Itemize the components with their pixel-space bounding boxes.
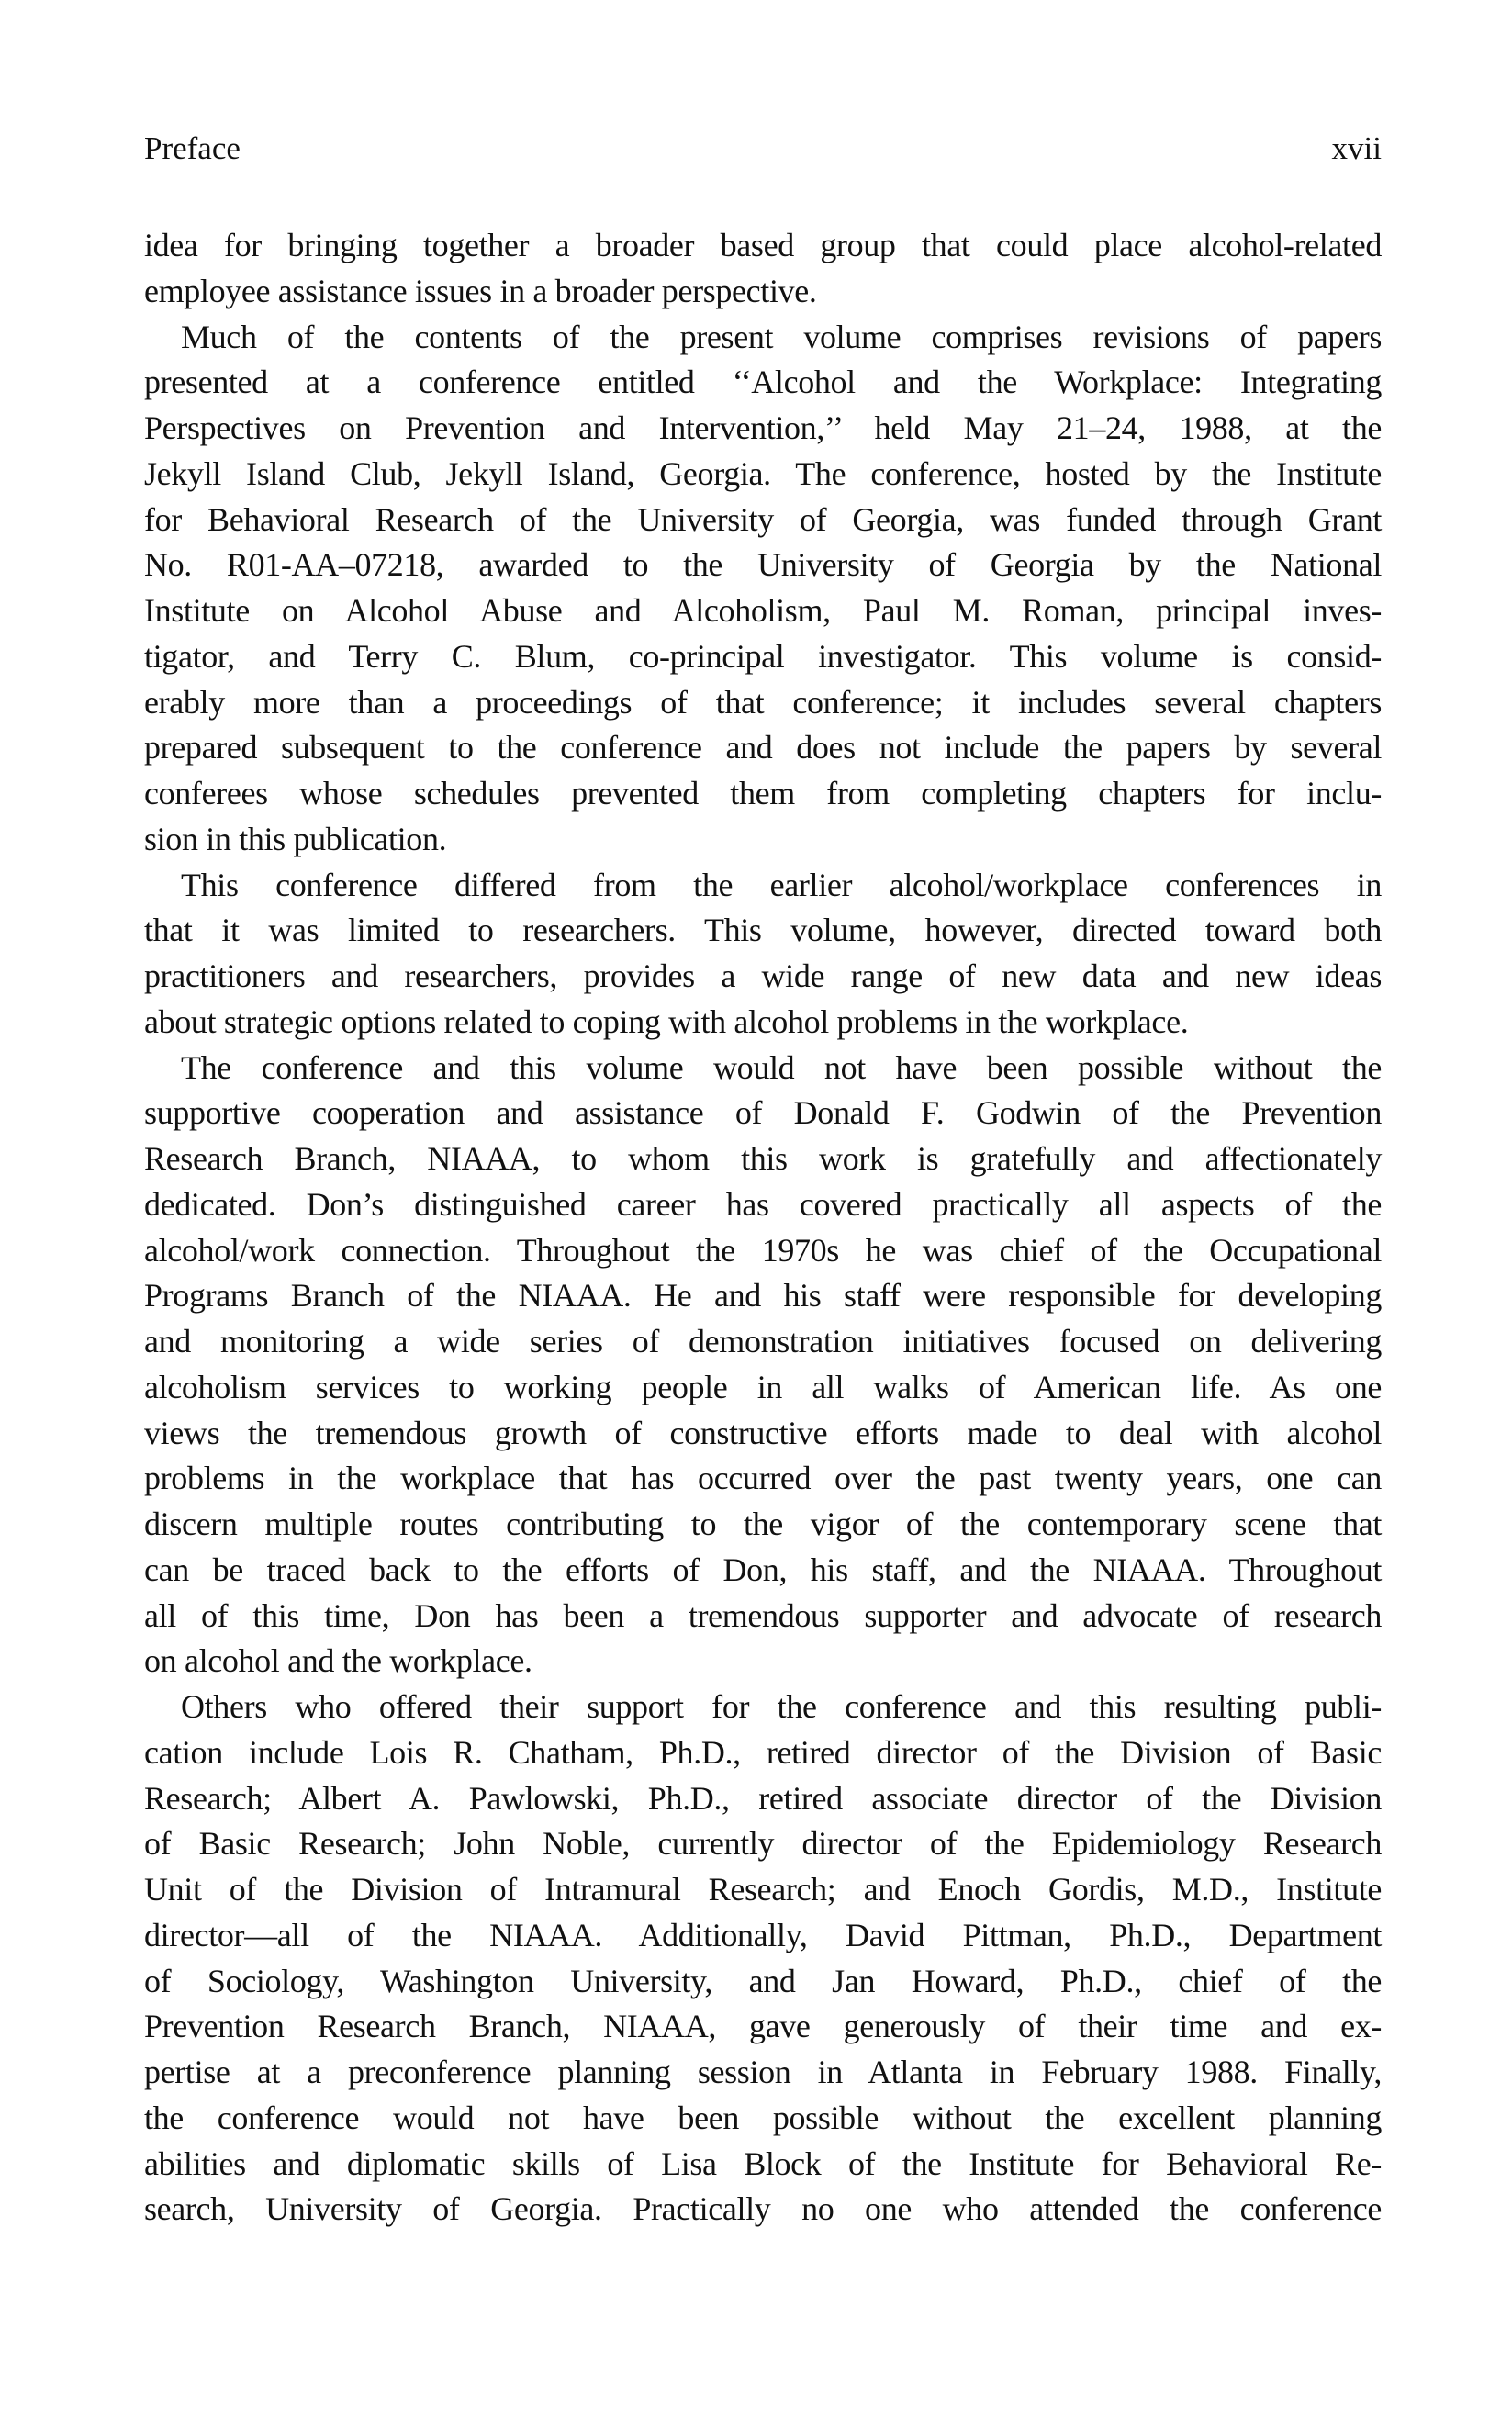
text-line: idea for bringing together a broader based group that could place alcohol-related <box>144 227 1382 263</box>
text-line: Much of the contents of the present volume comprises revisions of papers <box>181 318 1382 355</box>
text-line: No. R01-AA–07218, awarded to the University of Georgia by the National <box>144 546 1382 584</box>
running-header <box>144 130 1382 173</box>
paragraph <box>144 863 1382 1046</box>
text-line: This conference differed from the earlier alcohol/workplace conferences in <box>181 866 1382 903</box>
text-line: views the tremendous growth of constructive efforts made to deal with alcohol <box>144 1414 1382 1451</box>
text-line: discern multiple routes contributing to the vigor of the contemporary scene that <box>144 1506 1382 1542</box>
text-line: prepared subsequent to the conference and does not include the papers by several <box>144 729 1382 767</box>
text-line: employee assistance issues in a broader perspective. <box>144 272 817 309</box>
text-line: that it was limited to researchers. This volume, however, directed toward both <box>144 912 1382 949</box>
text-line: Research; Albert A. Pawlowski, Ph.D., retired associate director of the Division <box>144 1779 1382 1817</box>
text-line: Jekyll Island Club, Jekyll Island, Georgia. The conference, hosted by the Institute <box>144 454 1382 492</box>
text-line: all of this time, Don has been a tremendous supporter and advocate of research <box>144 1596 1382 1634</box>
text-line: practitioners and researchers, provides a wide range of new data and new ideas <box>144 957 1382 994</box>
text-line: presented at a conference entitled ‘‘Alcohol and the Workplace: Integrating <box>144 364 1382 401</box>
text-line: supportive cooperation and assistance of Donald F. Godwin of the Prevention <box>144 1094 1382 1132</box>
paragraph <box>144 223 1382 315</box>
text-line: pertise at a preconference planning session in Atlanta in February 1988. Finally, <box>144 2054 1382 2090</box>
text-line: tigator, and Terry C. Blum, co-principal investigator. This volume is consid- <box>144 637 1382 675</box>
text-line: Research Branch, NIAAA, to whom this work is gratefully and affectionately <box>144 1140 1382 1177</box>
text-line: for Behavioral Research of the University of Georgia, was funded through Grant <box>144 500 1382 538</box>
body-text <box>144 223 1382 2233</box>
paragraph <box>144 1046 1382 1685</box>
text-line: alcoholism services to working people in all walks of American life. As one <box>144 1368 1382 1405</box>
text-line: the conference would not have been possible without the excellent planning <box>144 2099 1382 2136</box>
section-title: Preface <box>144 130 241 166</box>
text-line: cation include Lois R. Chatham, Ph.D., retired director of the Division of Basic <box>144 1733 1382 1771</box>
paragraph <box>144 315 1382 863</box>
text-line: The conference and this volume would not have been possible without the <box>181 1048 1382 1086</box>
text-line: director—all of the NIAAA. Additionally, David Pittman, Ph.D., Department <box>144 1916 1382 1953</box>
text-line: of Basic Research; John Noble, currently director of the Epidemiology Research <box>144 1825 1382 1863</box>
text-line: conferees whose schedules prevented them from completing chapters for inclu- <box>144 775 1382 812</box>
text-line: Unit of the Division of Intramural Research; and Enoch Gordis, M.D., Institute <box>144 1871 1382 1908</box>
text-line: Programs Branch of the NIAAA. He and his staff were responsible for developing <box>144 1277 1382 1315</box>
text-line: search, University of Georgia. Practically no one who attended the conference <box>144 2190 1382 2228</box>
text-line: problems in the workplace that has occurred over the past twenty years, one can <box>144 1460 1382 1497</box>
text-line: Others who offered their support for the conference and this resulting publi- <box>181 1688 1382 1725</box>
text-line: abilities and diplomatic skills of Lisa Block of the Institute for Behavioral Re- <box>144 2144 1382 2182</box>
text-line: Institute on Alcohol Abuse and Alcoholism, Paul M. Roman, principal inves- <box>144 592 1382 629</box>
text-line: about strategic options related to coping with alcohol problems in the workplace. <box>144 1002 1189 1040</box>
text-line: erably more than a proceedings of that conference; it includes several chapters <box>144 683 1382 721</box>
text-line: on alcohol and the workplace. <box>144 1642 532 1680</box>
text-line: sion in this publication. <box>144 820 447 857</box>
text-line: dedicated. Don’s distinguished career has covered practically all aspects of the <box>144 1185 1382 1223</box>
text-line: alcohol/work connection. Throughout the 1970s he was chief of the Occupational <box>144 1231 1382 1269</box>
text-line: Prevention Research Branch, NIAAA, gave generously of their time and ex- <box>144 2008 1382 2045</box>
text-line: can be traced back to the efforts of Don, his staff, and the NIAAA. Throughout <box>144 1550 1382 1588</box>
text-line: and monitoring a wide series of demonstration initiatives focused on delivering <box>144 1323 1382 1360</box>
text-line: Perspectives on Prevention and Intervention,’’ held May 21–24, 1988, at the <box>144 409 1382 446</box>
page-number: xvii <box>1331 130 1382 166</box>
text-line: of Sociology, Washington University, and Jan Howard, Ph.D., chief of the <box>144 1962 1382 1999</box>
paragraph <box>144 1685 1382 2233</box>
